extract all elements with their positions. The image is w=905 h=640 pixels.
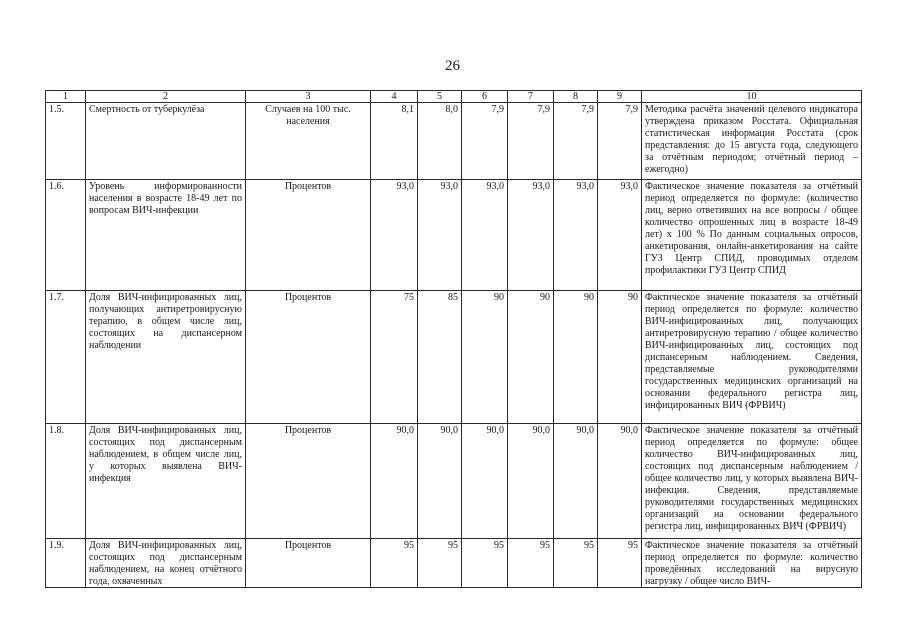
- indicator-name-text: Доля ВИЧ-инфицированных лиц, состоящих под диспансерным наблюдением, на конец отчётного года, охваченных: [89, 540, 242, 586]
- value-cell: 90,0: [508, 424, 554, 539]
- value-cell: 93,0: [554, 180, 598, 291]
- value-cell: 95: [598, 539, 642, 588]
- methodology-note-text: Фактическое значение показателя за отчётный период определяется по формуле: количество проведённых исследований на вирусную нагрузку / общее число ВИЧ-: [645, 540, 858, 586]
- unit-cell: Процентов: [246, 424, 371, 539]
- value-cell: 95: [554, 539, 598, 588]
- unit-cell: Процентов: [246, 180, 371, 291]
- value-cell: 90: [508, 291, 554, 424]
- indicator-name: Доля ВИЧ-инфицированных лиц, получающих антиретровирусную терапию, в общем числе лиц, состоящих на диспансерном наблюдении: [86, 291, 246, 424]
- table-row: [46, 103, 862, 180]
- indicator-name: Уровень информированности населения в возрасте 18-49 лет по вопросам ВИЧ-инфекции: [86, 180, 246, 291]
- page-number: 26: [445, 58, 460, 74]
- column-header: 10: [642, 91, 862, 103]
- value-cell: 8,1: [371, 103, 418, 180]
- value-cell: 7,9: [508, 103, 554, 180]
- value-cell: 90: [462, 291, 508, 424]
- column-header: 8: [554, 91, 598, 103]
- value-cell: 90: [554, 291, 598, 424]
- indicator-name: Доля ВИЧ-инфицированных лиц, состоящих под диспансерным наблюдением, в общем числе лиц, у которых выявлена ВИЧ-инфекция: [86, 424, 246, 539]
- unit-cell: Процентов: [246, 539, 371, 588]
- value-cell: 90: [598, 291, 642, 424]
- header-row: [46, 91, 862, 103]
- unit-cell: Процентов: [246, 291, 371, 424]
- methodology-note: Фактическое значение показателя за отчётный период определяется по формуле: (количество лиц, верно ответивших на все вопросы / общее количество опрошенных лиц в возрасте 18-49 лет) х 100 % По данным социальных опросов, анкетирования, онлайн-анкетирования на сайте ГУЗ Центр СПИД, проводимых отделом профилактики ГУЗ Центр СПИД: [642, 180, 862, 291]
- column-header: 6: [462, 91, 508, 103]
- value-cell: 95: [508, 539, 554, 588]
- table-row: [46, 539, 862, 588]
- value-cell: 90,0: [462, 424, 508, 539]
- value-cell: 75: [371, 291, 418, 424]
- row-number: 1.8.: [46, 424, 86, 539]
- column-header: 5: [418, 91, 462, 103]
- value-cell: 7,9: [462, 103, 508, 180]
- value-cell: 93,0: [462, 180, 508, 291]
- value-cell: 95: [462, 539, 508, 588]
- column-header: 4: [371, 91, 418, 103]
- row-number: 1.7.: [46, 291, 86, 424]
- value-cell: 90,0: [598, 424, 642, 539]
- column-header: 2: [86, 91, 246, 103]
- value-cell: 95: [418, 539, 462, 588]
- unit-cell: Случаев на 100 тыс. населения: [246, 103, 371, 180]
- value-cell: 90,0: [418, 424, 462, 539]
- column-header: 3: [246, 91, 371, 103]
- value-cell: 7,9: [598, 103, 642, 180]
- table-row: [46, 291, 862, 424]
- value-cell: 95: [371, 539, 418, 588]
- row-number: 1.5.: [46, 103, 86, 180]
- indicator-table: [45, 90, 862, 588]
- value-cell: 8,0: [418, 103, 462, 180]
- value-cell: 85: [418, 291, 462, 424]
- column-header: 9: [598, 91, 642, 103]
- value-cell: 93,0: [371, 180, 418, 291]
- indicator-name: Смертность от туберкулёза: [86, 103, 246, 180]
- methodology-note: [642, 539, 862, 588]
- value-cell: 93,0: [418, 180, 462, 291]
- methodology-note: Фактическое значение показателя за отчётный период определяется по формуле: количество ВИЧ-инфицированных лиц, получающих антиретровирусную терапию / общее количество ВИЧ-инфицированных лиц, состоящих под диспансерным наблюдением. Сведения, представляемые руководителями государственных медицинских организаций на основании федерального регистра лиц, инфицированных ВИЧ (ФРВИЧ): [642, 291, 862, 424]
- value-cell: 90,0: [371, 424, 418, 539]
- value-cell: 93,0: [598, 180, 642, 291]
- value-cell: 7,9: [554, 103, 598, 180]
- value-cell: 90,0: [554, 424, 598, 539]
- column-header: 7: [508, 91, 554, 103]
- row-number: 1.6.: [46, 180, 86, 291]
- methodology-note: Методика расчёта значений целевого индикатора утверждена приказом Росстата. Официальная статистическая информация Росстата (срок представления: до 15 августа года, следующего за отчётным периодом; отчётный период – ежегодно): [642, 103, 862, 180]
- row-number: 1.9.: [46, 539, 86, 588]
- methodology-note: Фактическое значение показателя за отчётный период определяется по формуле: общее количество ВИЧ-инфицированных лиц, состоящих под диспансерным наблюдением / общее количество лиц, у которых выявлена ВИЧ-инфекция. Сведения, представляемые руководителями государственных медицинских организаций на основании федерального регистра лиц, инфицированных ВИЧ (ФРВИЧ): [642, 424, 862, 539]
- table-row: [46, 424, 862, 539]
- column-header: 1: [46, 91, 86, 103]
- indicator-name: [86, 539, 246, 588]
- table-row: [46, 180, 862, 291]
- value-cell: 93,0: [508, 180, 554, 291]
